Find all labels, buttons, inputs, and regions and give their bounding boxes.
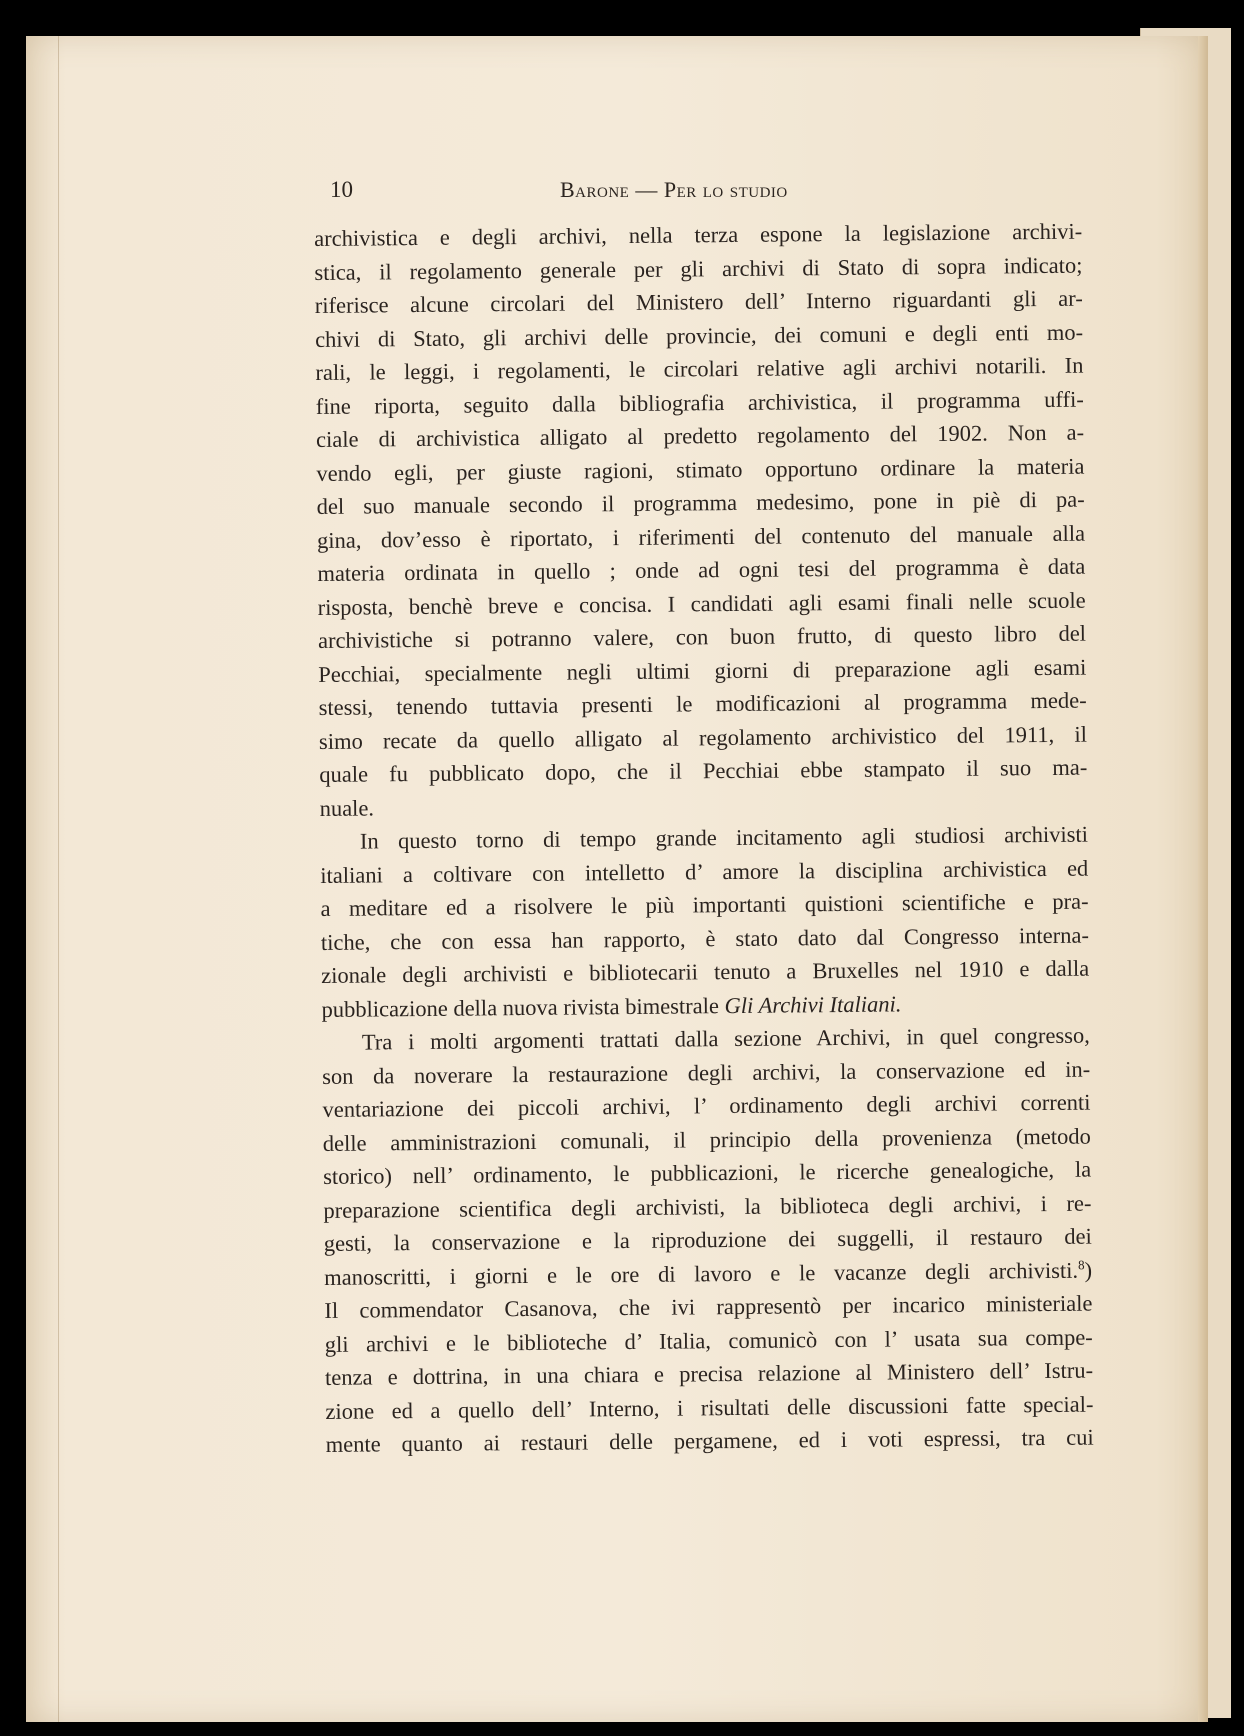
text-line: ventariazione dei piccoli archivi, l’ ordinamento degli archivi correnti xyxy=(322,1089,1091,1122)
text-line: fine riporta, seguito dalla bibliografia archivistica, il programma uffi- xyxy=(315,386,1084,419)
text-line: delle amministrazioni comunali, il principio della provenienza (metodo xyxy=(322,1123,1091,1156)
text-line: stica, il regolamento generale per gli archivi di Stato di sopra indicato; xyxy=(314,252,1083,285)
text-line: Tra i molti argomenti trattati dalla sezione Archivi, in quel congresso, xyxy=(361,1022,1090,1055)
text-line: chivi di Stato, gli archivi delle provincie, dei comuni e degli enti mo- xyxy=(315,319,1084,352)
running-title: Barone — Per lo studio xyxy=(560,177,788,202)
text-line: mente quanto ai restauri delle pergamene, ed i voti espressi, tra cui xyxy=(325,1424,1094,1457)
text-line: a meditare ed a risolvere le più importanti quistioni scientifiche e pra- xyxy=(320,888,1089,921)
text-line: archivistica e degli archivi, nella terza espone la legislazione archivi- xyxy=(314,218,1083,251)
text-line: nuale. xyxy=(319,794,375,821)
text-segment: manoscritti, i giorni e le ore di lavoro e le vacanze degli archivisti. xyxy=(324,1257,1079,1290)
text-line: risposta, benchè breve e concisa. I candidati agli esami finali nelle scuole xyxy=(317,587,1086,620)
text-line: Il commendator Casanova, che ivi rappresentò per incarico ministeriale xyxy=(324,1290,1093,1323)
text-line: tiche, che con essa han rapporto, è stato dato dal Congresso interna- xyxy=(320,922,1089,955)
text-line: preparazione scientifica degli archivisti, la biblioteca degli archivi, i re- xyxy=(323,1190,1092,1223)
text-line: del suo manuale secondo il programma medesimo, pone in piè di pa- xyxy=(316,486,1085,519)
text-line: gina, dov’esso è riportato, i riferimenti del contenuto del manuale alla xyxy=(316,520,1086,553)
text-line: Pecchiai, specialmente negli ultimi giorni di preparazione agli esami xyxy=(318,654,1087,687)
page-header xyxy=(320,177,1100,211)
text-line: riferisce alcune circolari del Ministero dell’ Interno riguardanti gli ar- xyxy=(314,285,1083,318)
text-line: In questo torno di tempo grande incitamento agli studiosi archivisti xyxy=(359,821,1089,854)
text-line: gesti, la conservazione e la riproduzione dei suggelli, il restauro dei xyxy=(323,1223,1092,1256)
text-line: quale fu pubblicato dopo, che il Pecchiai ebbe stampato il suo ma- xyxy=(319,754,1088,787)
text-line: gli archivi e le biblioteche d’ Italia, comunicò con l’ usata sua compe- xyxy=(324,1324,1093,1357)
page-right-edge xyxy=(1198,36,1208,1722)
footnote-reference: 8 xyxy=(1077,1256,1085,1272)
text-line: ciale di archivistica alligato al predetto regolamento del 1902. Non a- xyxy=(315,419,1085,452)
body-text xyxy=(314,215,1094,1462)
text-line: italiani a coltivare con intelletto d’ amore la disciplina archivistica ed xyxy=(320,855,1089,888)
text-line: stessi, tenendo tuttavia presenti le modificazioni al programma mede- xyxy=(318,687,1087,720)
text-line: storico) nell’ ordinamento, le pubblicazioni, le ricerche genealogiche, la xyxy=(323,1156,1092,1189)
page-number: 10 xyxy=(330,177,353,202)
text-segment: pubblicazione della nuova rivista bimestrale xyxy=(321,992,725,1022)
page-fold-line xyxy=(58,36,59,1722)
text-line: rali, le leggi, i regolamenti, le circolari relative agli archivi notarili. In xyxy=(315,352,1084,385)
text-line: zionale degli archivisti e bibliotecarii tenuto a Bruxelles nel 1910 e dalla xyxy=(321,955,1090,988)
text-segment: ) xyxy=(1084,1257,1093,1283)
text-line: zione ed a quello dell’ Interno, i risultati delle discussioni fatte special- xyxy=(325,1391,1094,1424)
text-line: archivistiche si potranno valere, con buon frutto, di questo libro del xyxy=(317,620,1087,653)
journal-title: Gli Archivi Italiani. xyxy=(724,990,902,1018)
text-line: son da noverare la restaurazione degli archivi, la conservazione ed in- xyxy=(322,1056,1091,1089)
text-line: vendo egli, per giuste ragioni, stimato opportuno ordinare la materia xyxy=(316,453,1085,486)
text-line: simo recate da quello alligato al regolamento archivistico del 1911, il xyxy=(318,721,1088,754)
text-line: materia ordinata in quello ; onde ad ogni tesi del programma è data xyxy=(317,553,1086,586)
text-line: tenza e dottrina, in una chiara e precisa relazione al Ministero dell’ Istru- xyxy=(324,1357,1094,1390)
